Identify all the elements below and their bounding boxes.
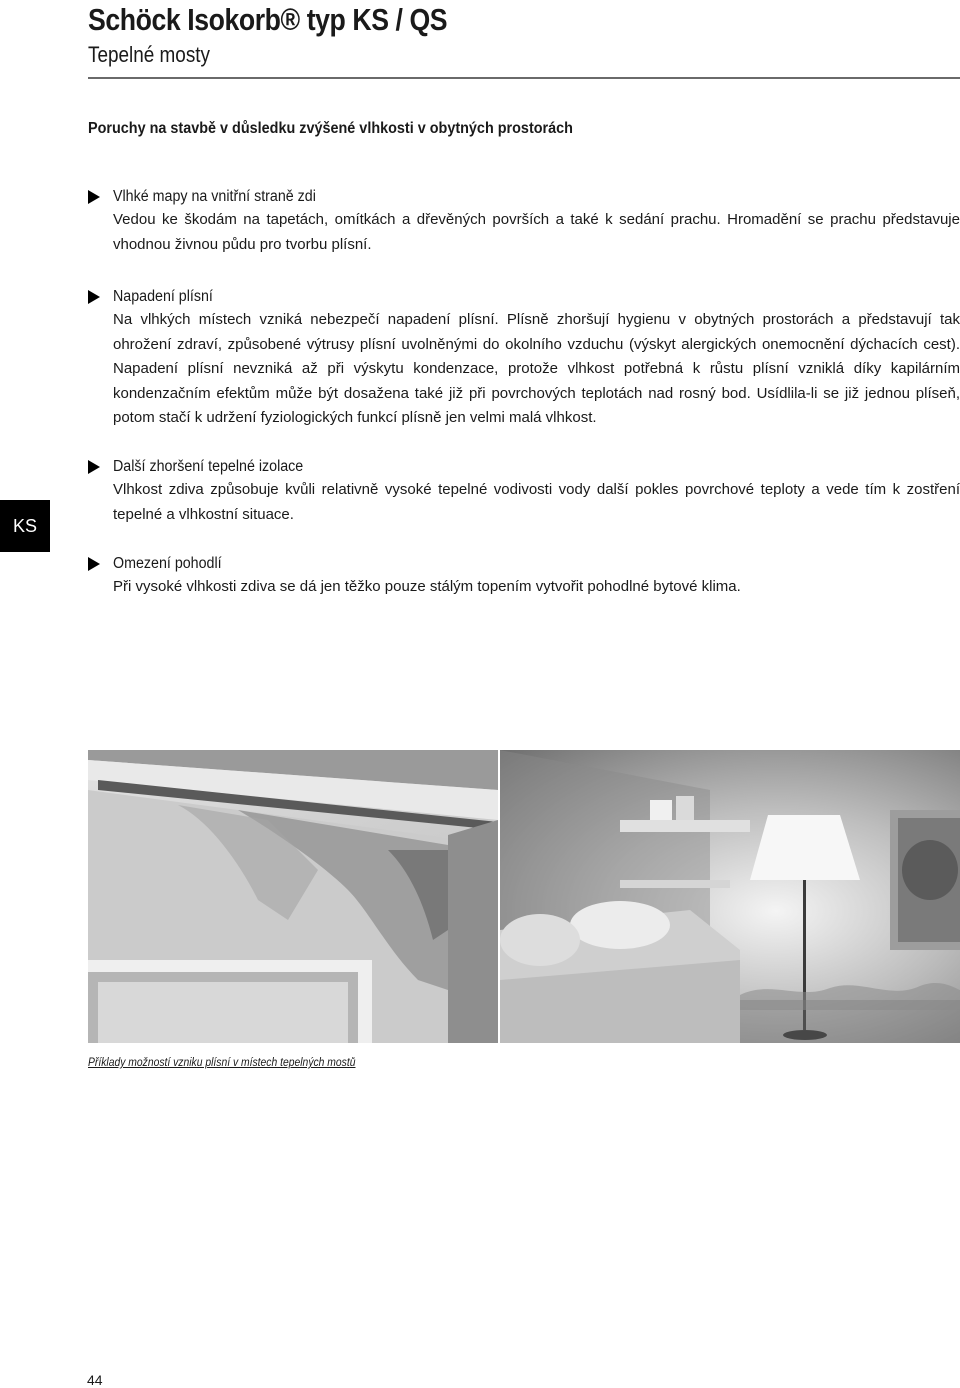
item-text: Na vlhkých místech vzniká nebezpečí napadení plísní. Plísně zhoršují hygienu v obytných prostorách a představují tak ohrožení zdraví, způsobené výtrusy plísní uvolněnými do okolního vzduchu (výskyt alergických onemocnění dýchacích cest). Napadení plísní nevzniká až při výskytu kondenzace, protože vlhkost potřebná k růstu plísní vzniklá díky kapilárním kondenzačním efektům může být dosažena také již při povrchových teplotách nad rosný bod. Usídlila-li se již jednou plíseň, potom stačí k udržení fyziologických funkcí plísně jen velmi malá vlhkost. <box>113 311 960 426</box>
arrow-bullet-icon <box>88 290 100 304</box>
photo-mold-living-room <box>500 750 960 1043</box>
list-item <box>88 186 960 257</box>
item-text: Při vysoké vlhkosti zdiva se dá jen těžko pouze stálým topením vytvořit pohodlné bytové klima. <box>113 578 741 595</box>
photo-caption: Příklady možností vzniku plísní v místech tepelných mostů <box>88 1057 356 1069</box>
header-rule <box>88 77 960 79</box>
item-text: Vedou ke škodám na tapetách, omítkách a dřevěných površích a také k sedání prachu. Hromadění se prachu představuje vhodnou živnou půdu pro tvorbu plísní. <box>113 211 960 253</box>
list-item <box>88 456 960 527</box>
page-subtitle: Tepelné mosty <box>88 42 210 67</box>
page-title: Schöck Isokorb® typ KS / QS <box>88 2 448 37</box>
arrow-bullet-icon <box>88 190 100 204</box>
arrow-bullet-icon <box>88 557 100 571</box>
window-corner-illustration <box>88 750 498 1043</box>
photo-row <box>88 750 960 1043</box>
page-number: 44 <box>87 1372 103 1388</box>
arrow-bullet-icon <box>88 460 100 474</box>
item-text: Vlhkost zdiva způsobuje kvůli relativně vysoké tepelné vodivosti vody další pokles povrchové teploty a vede tím k zostření tepelné a vlhkostní situace. <box>113 481 960 523</box>
list-item <box>88 286 960 431</box>
list-item <box>88 553 960 600</box>
item-heading: Další zhoršení tepelné izolace <box>113 458 304 475</box>
item-heading: Omezení pohodlí <box>113 555 222 572</box>
living-room-illustration <box>500 750 960 1043</box>
photo-mold-window-corner <box>88 750 498 1043</box>
side-tab-ks: KS <box>0 500 50 552</box>
section-heading: Poruchy na stavbě v důsledku zvýšené vlhkosti v obytných prostorách <box>88 120 573 137</box>
item-heading: Vlhké mapy na vnitřní straně zdi <box>113 188 316 205</box>
item-heading: Napadení plísní <box>113 288 213 305</box>
